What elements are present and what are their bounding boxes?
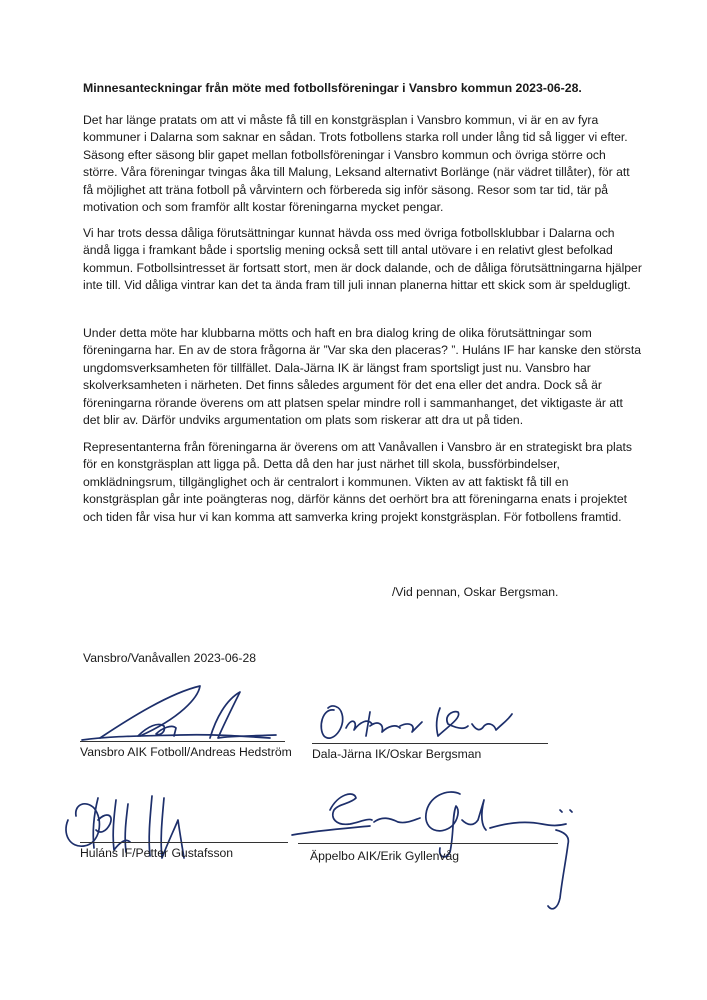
- signature-oskar-bergsman: [312, 698, 532, 748]
- paragraph-2: Vi har trots dessa dåliga förutsättningar kunnat hävda oss med övriga fotbollsklubbar i Dalarna och ändå ligga i framkant både i sportslig mening också sett till antal utövare i en relativt glest befolkad kommun. Fotbollsintresset är fortsatt stort, men är dock dalande, och de dåliga förutsättningarna hjälper inte till. Vid dåliga vintrar kan det ta ända fram till juli innan planerna hittar ett skick som är speldugligt.: [83, 226, 642, 293]
- signature-line-4: [298, 843, 558, 844]
- signature-line-3: [80, 842, 288, 843]
- place-date: Vansbro/Vanåvallen 2023-06-28: [83, 651, 257, 665]
- pen-name: /Vid pennan, Oskar Bergsman.: [392, 585, 559, 599]
- signature-label-2: Dala-Järna IK/Oskar Bergsman: [312, 747, 482, 761]
- signature-line-1: [80, 741, 285, 742]
- signature-line-2: [312, 743, 548, 744]
- paragraph-4: Representanterna från föreningarna är överens om att Vanåvallen i Vansbro är en strategiskt bra plats för en konstgräsplan att ligga på. Detta då den har just närhet till skola, bussförbindelser, omklädningsrum, tillgänglighet och är centralort i kommunen. Vikten av att faktiskt få till en konstgräsplan går inte poängteras nog, därför känns det oerhört bra att föreningarna enats i projektet och tiden får visa hur vi kan komma att samverka kring projekt konstgräsplan. För fotbollens framtid.: [83, 440, 632, 524]
- signature-label-3: Huláns IF/Petter Gustafsson: [80, 846, 234, 860]
- document-title: Minnesanteckningar från möte med fotbollsföreningar i Vansbro kommun 2023-06-28.: [83, 81, 582, 95]
- paragraph-1: Det har länge pratats om att vi måste få till en konstgräsplan i Vansbro kommun, vi är en av fyra kommuner i Dalarna som saknar en sådan. Trots fotbollens starka roll under lång tid så ligger vi efter. Säsong efter säsong blir gapet mellan fotbollsföreningar i Vansbro kommun och övriga större och större. Våra föreningar tvingas åka till Malung, Leksand alternativt Borlänge (när vädret tillåter), för att få möjlighet att träna fotboll på vårvintern och förbereda sig inför säsong. Resor som tar tid, tär på motivation och som framför allt kostar föreningarna mycket pengar.: [83, 113, 630, 215]
- signature-label-4: Äppelbo AIK/Erik Gyllenvåg: [310, 849, 460, 863]
- paragraph-3: Under detta möte har klubbarna mötts och haft en bra dialog kring de olika förutsättningar som föreningarna har. En av de stora frågorna är ”Var ska den placeras? ”. Huláns IF har kanske den största ungdomsverksamheten för tillfället. Dala-Järna IK är längst fram sportsligt just nu. Vansbro har skolverksamheten i närheten. Det finns således argument för det ena eller det andra. Dock så är föreningarna rörande överens om att platsen spelar mindre roll i sammanhanget, det viktigaste är att det blir av. Därför undviks argumentation om plats som riskerar att dra ut på tiden.: [83, 326, 641, 428]
- signature-andreas-hedstrom: [80, 678, 280, 748]
- signature-label-1: Vansbro AIK Fotboll/Andreas Hedström: [80, 745, 292, 759]
